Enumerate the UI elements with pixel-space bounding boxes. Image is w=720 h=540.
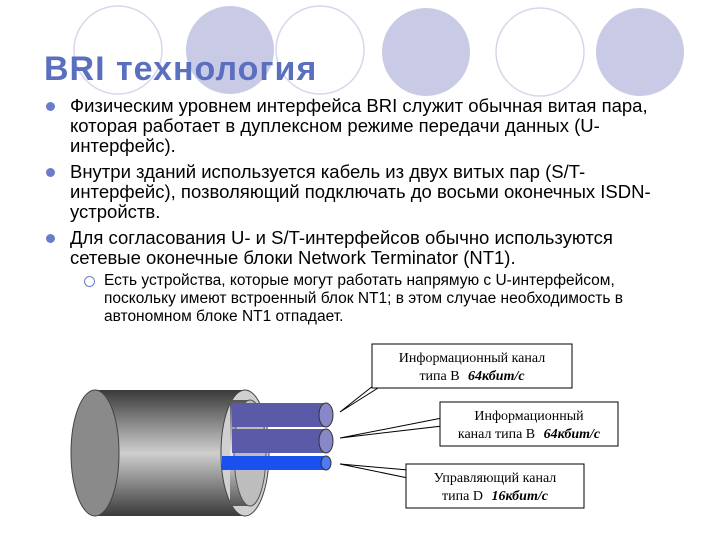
- channel-label-b2: [440, 402, 618, 446]
- label-d-line2: типа D 16кбит/с: [442, 489, 548, 504]
- label-b1-line2: типа B 64кбит/с: [419, 369, 525, 384]
- cable-diagram: [0, 330, 720, 540]
- bullet-1: Физическим уровнем интерфейса BRI служит обычная витая пара, которая работает в дуплексном режиме передачи данных (U-интерфейс).: [44, 96, 684, 156]
- bullet-3: [44, 228, 684, 326]
- callout-pointer-2: [340, 418, 442, 438]
- sub-bullet-list: [70, 272, 684, 326]
- bullet-list: [44, 96, 684, 332]
- bullet-2: Внутри зданий используется кабель из двух витых пар (S/T-интерфейс), позволяющий подключать до восьми оконечных ISDN-устройств.: [44, 162, 684, 222]
- callout-pointer-3: [340, 464, 408, 478]
- channel-label-b1: [372, 344, 572, 388]
- sub-bullet-1: Есть устройства, которые могут работать напрямую с U-интерфейсом, поскольку имеют встроенный блок NT1; в этом случае необходимость в автономном блоке NT1 отпадает.: [70, 272, 684, 326]
- label-b2-line1: Информационный: [474, 409, 584, 424]
- label-d-line1: Управляющий канал: [433, 471, 557, 486]
- bullet-3-text: Для согласования U- и S/T-интерфейсов обычно используются сетевые оконечные блоки Network Terminator (NT1).: [70, 227, 613, 268]
- label-b2-line2: канал типа B 64кбит/с: [457, 427, 601, 442]
- slide-title: BRI технология: [44, 50, 318, 88]
- wire-b-channel-2: [232, 429, 333, 453]
- label-b1-line1: Информационный канал: [398, 351, 546, 366]
- channel-label-d: [406, 464, 584, 508]
- wire-d-channel: [222, 456, 331, 470]
- wire-b-channel-1: [232, 403, 333, 427]
